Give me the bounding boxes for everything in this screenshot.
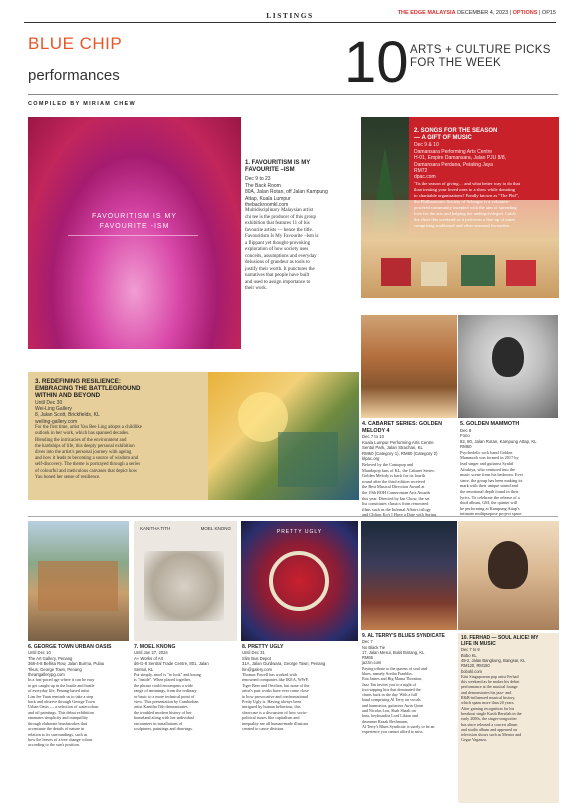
- entry-6-title-1: 6. GEORGE TOWN URBAN OASIS: [28, 644, 112, 650]
- entry-1-body-3: favourite artists — hence the title.: [245, 227, 314, 233]
- entry-5-meta-3: RM60: [460, 444, 472, 450]
- entry-8-meta-0: Until Dec 31: [242, 650, 265, 656]
- entry-4-meta-1: Kuala Lumpur Performing Arts Centre: [362, 439, 434, 445]
- entry-2-meta-5: dpac.com: [414, 174, 436, 181]
- entry-2-body-7: comprising traditional and other seasonal favourites.: [414, 222, 511, 228]
- entry-5-body-8: lyrics. To celebrate the release of a: [460, 494, 520, 500]
- entry-3-body-6: self-discovery. The theme is portrayed through a series: [35, 462, 141, 468]
- artwork-caption-1: FAVOURITISM IS MY: [92, 213, 177, 220]
- page-folio: THE EDGE MALAYSIA DECEMBER 4, 2023 | OPTIONS | OP15: [397, 10, 556, 16]
- entry-7: [134, 644, 238, 732]
- entry-7-body-9: encounters in installations of: [134, 720, 183, 726]
- entry-10-body-2: performance at the musical lounge: [461, 684, 518, 690]
- entry-2-body-3: the Philharmonic Society of Selangor is a volunteer-: [414, 198, 511, 204]
- entry-4-meta-0: Dec 7 to 10: [362, 434, 384, 439]
- entry-9-body-8: and Nicolas Lou, Shah Shazli on: [362, 708, 416, 714]
- entry-5-body-9: third album, GM, the quintet will: [460, 500, 518, 506]
- entry-1-body-12: their work.: [245, 286, 267, 292]
- ferhad-portrait-image: [458, 521, 559, 630]
- entry-10-title-2: LIFE IN MUSIC: [461, 641, 496, 648]
- entry-6-body-7: emanates simplicity and tranquillity: [28, 715, 89, 721]
- portrait-figure: [488, 541, 528, 589]
- entry-6-meta-0: Until Dec 10: [28, 650, 51, 656]
- entry-10-meta-3: RM120, RM150: [461, 663, 490, 669]
- blue-chip-title: BLUE CHIP: [28, 34, 123, 53]
- entry-5-body-5: since, the group has been making its: [460, 477, 523, 483]
- entry-5-body-6: mark with their unique sound and: [460, 483, 518, 489]
- entry-5-body-1: Mammoth was formed in 2017 by: [460, 455, 519, 461]
- entry-2-meta-1: Damansara Performing Arts Centre: [414, 148, 493, 155]
- entry-2-meta-3: Damansara Perdana, Petaling Jaya: [414, 161, 493, 168]
- entry-9-body-10: drummer Razak Bechmann,: [362, 718, 408, 724]
- entry-9-meta-1: No Black Tie: [362, 644, 385, 650]
- entry-1-body-1: chi tee is the producer of this group: [245, 214, 316, 220]
- entry-10-body-5: which spans more than 20 years.: [461, 700, 515, 706]
- entry-9-title-1: 9. AL TERRY'S BLUES SYNDICATE: [362, 633, 445, 639]
- entry-6-body-6: and oil paintings. This debut exhibition: [28, 709, 94, 715]
- entry-3-body-2: Blending the intricacies of the environment and: [35, 437, 127, 443]
- entry-5-body-3: Afrakiya, who ventured into the: [460, 466, 516, 472]
- entry-7-meta-3: Sentul, KL: [134, 666, 154, 672]
- entry-2-body-5: love for the arts and helping the underprivileged. Catch: [414, 210, 516, 216]
- entry-3-meta-3: weiling-gallery.com: [35, 418, 78, 425]
- performer-silhouette: [492, 337, 524, 377]
- entry-7-body-5: view. This presentation by Cambodian: [134, 699, 199, 705]
- entry-1-title-1: 1. FAVOURITISM IS MY: [245, 160, 311, 166]
- entry-9-body-7: and harmonica, guitarists Awin Qorni: [362, 702, 424, 708]
- entry-7-body-6: artist Kanitha Tith demonstrates: [134, 704, 188, 710]
- entry-4-body-8: films such as the Infernal Affairs trilogy: [362, 506, 431, 512]
- entry-3-meta-2: 8, Jalan Scott, Brickfields, KL: [35, 412, 100, 419]
- issue-date: DECEMBER 4, 2023: [457, 10, 509, 16]
- entry-1-meta-3: Attap, Kuala Lumpur: [245, 195, 291, 202]
- entry-6-meta-3: Tikus, George Town, Penang: [28, 666, 82, 672]
- entry-6-meta-4: theartgallerypg.com: [28, 672, 65, 678]
- publication-name: THE EDGE MALAYSIA: [397, 10, 456, 16]
- entry-1-meta-0: Dec 9 to 23: [245, 176, 271, 183]
- entry-10-body-6: After gaining recognition for his: [461, 705, 515, 711]
- entry-7-body-1: is "inside". When placed together,: [134, 677, 191, 683]
- entry-5-title-1: 5. GOLDEN MAMMOTH: [460, 421, 520, 427]
- entry-8-body-7: showcase is a discussion of how socio-: [242, 709, 308, 715]
- entry-4-body-1: Mandopop fans of KL, the Cabaret Series:: [362, 467, 435, 473]
- entry-2-body-1: than treating your loved ones to a show while donating: [414, 186, 515, 192]
- entry-9-body-1: blues, namely Aretha Franklin,: [362, 670, 413, 676]
- entry-6-meta-2: 368-4-8 Bellisa Row, Jalan Burma, Pulau: [28, 661, 105, 667]
- entry-5: [460, 421, 559, 517]
- entry-10-body-1: this weekend as he makes his debut: [461, 679, 520, 685]
- entry-4-title-2: MELODY 4: [362, 427, 390, 434]
- entry-4-body-2: Golden Melody is back for its fourth: [362, 473, 426, 479]
- entry-9-body-2: Etta James and Big Mama Thornton,: [362, 676, 423, 682]
- entry-3-title-1: 3. REDEFINING RESILIENCE:: [35, 378, 121, 385]
- entry-3-body-0: For the first time, artist Yau Bee Ling adopts a childlike: [35, 425, 142, 431]
- entry-2-body-0: 'Tis the season of giving… and what better way to do that: [414, 180, 520, 186]
- entry-10-body-7: breakout single Kasih Bersilah in the: [461, 710, 522, 716]
- painting-house: [38, 561, 118, 611]
- entry-6-body-1: to get caught up in the hustle and bustle: [28, 682, 95, 688]
- entry-4-body-9: and Clifton Ko's I Have a Date with Spring.: [362, 512, 438, 518]
- entry-6-body-3: Lim Jee Yuan reminds us to take a step: [28, 693, 94, 699]
- entry-8: [242, 644, 358, 732]
- entry-9-meta-2: 17, Jalan Mesui, Bukit Bintang, KL: [362, 649, 425, 655]
- favouritism-artwork-image: [28, 117, 241, 349]
- entry-10-body-12: Gegar Vaganza.: [461, 737, 487, 743]
- entry-1-meta-2: 80A, Jalan Rotan, off Jalan Kampung: [245, 189, 328, 196]
- entry-3-body-8: Yau honed her sense of resilience.: [35, 474, 101, 480]
- entry-6-body-4: back and observe through George Town: [28, 699, 95, 705]
- entry-6-body-8: through elaborate brushstrokes that: [28, 720, 87, 726]
- entry-1-body-7: conceits, assumptions and everyday: [245, 253, 317, 259]
- gift-box-1: [381, 258, 411, 286]
- entry-1-body-6: exploration of how society uses: [245, 247, 309, 253]
- entry-1-title-2: FAVOURITE –ISM: [245, 167, 295, 174]
- golden-mammoth-image: [458, 315, 558, 418]
- entry-9-body-5: charts back in the day. With a full: [362, 692, 417, 698]
- entry-10-body-3: and demonstrates his jazz- and: [461, 689, 512, 695]
- entry-5-body-2: lead singer and guitarist Syahil: [460, 461, 514, 467]
- entry-2-body-4: powered community incepted with the aim of spreading: [414, 204, 517, 210]
- entry-6-body-11: how the leaves of a tree change colour: [28, 736, 93, 742]
- entry-3-body-4: dives into the artist's personal journey with ageing: [35, 450, 132, 456]
- entry-5-meta-0: Dec 8: [460, 427, 472, 433]
- blues-syndicate-image: [361, 521, 457, 630]
- entry-1-body-8: delusions of grandeur as tools to: [245, 260, 310, 266]
- entry-3-title-2: EMBRACING THE BATTLEGROUND: [35, 385, 141, 393]
- entry-9-body-9: bass, keyboardist Lord Liktan and: [362, 713, 418, 719]
- poster-artist-label: KANITHA TITH: [140, 526, 171, 531]
- entry-6-body-10: relation to its surroundings, such as: [28, 731, 88, 737]
- entry-7-meta-1: A+ Works of Art: [134, 655, 164, 661]
- entry-5-body-4: music scene from his bedroom. Ever: [460, 472, 524, 478]
- entry-8-meta-2: 31A, Jalan Gurdwara, George Town, Penang: [242, 661, 326, 667]
- entry-3-meta-1: Wei-Ling Gallery: [35, 406, 72, 413]
- entry-3-body-3: the hardships of life, this deeply personal exhibition: [35, 443, 135, 449]
- entry-2-title-2: — A GIFT OF MUSIC: [414, 135, 472, 142]
- entry-9-body-12: experience you cannot afford to miss.: [362, 729, 424, 735]
- entry-4-body-6: this year. Directed by Ian Chow, the set: [362, 495, 430, 501]
- gift-box-3: [461, 255, 495, 286]
- entry-9-body-3: Jazz Tan invites you to a night of: [362, 681, 417, 687]
- entry-9-meta-3: RM65: [362, 655, 373, 661]
- entry-4-body-0: Beloved by the Cantopop and: [362, 461, 414, 467]
- artwork-label: PRETTY UGLY: [276, 529, 323, 535]
- page-number: OP15: [541, 10, 556, 16]
- entry-1-body-2: exhibition that features 11 of his: [245, 221, 310, 227]
- entry-2-body-2: to charitable organisations? Fondly known as "The Phil",: [414, 192, 519, 198]
- entry-8-meta-3: hin@galery.com: [242, 666, 273, 672]
- entry-9-meta-4: jazzin.com: [362, 660, 382, 666]
- entry-5-body-7: the emotional depth found in their: [460, 489, 519, 495]
- entry-1-body-0: Multidisciplinary Malaysian artist: [245, 208, 314, 214]
- row-divider: [28, 516, 558, 517]
- performances-title: performances: [28, 67, 120, 84]
- entry-4-title-1: 4. CABARET SERIES: GOLDEN: [362, 421, 442, 427]
- entry-7-body-10: sculptures, paintings and drawings.: [134, 726, 193, 732]
- poster-artwork: [144, 551, 224, 621]
- entry-6-meta-1: The Art Gallery, Penang: [28, 655, 73, 661]
- entry-2: [414, 128, 557, 229]
- artwork-names-band: [68, 235, 198, 275]
- entry-1-body-4: Favouritism Is My Favourite –Ism is: [245, 234, 319, 240]
- entry-2-title-1: 2. SONGS FOR THE SEASON: [414, 128, 498, 134]
- entry-7-meta-2: d6-G-8 Sentral Trade Centre, 801, Jalan: [134, 661, 209, 667]
- entry-3: [35, 378, 207, 481]
- entry-2-meta-0: Dec 9 & 10: [414, 142, 439, 149]
- gift-box-2: [421, 262, 447, 286]
- entry-10-title-1: 10. FERHAD — SOUL ALICE! MY: [461, 635, 539, 641]
- entry-9-body-11: Al Terry's Blues Syndicate is surely to be an: [362, 723, 435, 729]
- poster-title-label: MOEL KNONG: [200, 526, 231, 531]
- entry-5-meta-2: 82, 80, Jalan Rotan, Kampung Attap, KL: [460, 438, 537, 444]
- entry-8-body-5: Pretty Ugly is. Having always been: [242, 699, 302, 705]
- entry-10-meta-2: 49-2, Jalan Bangkung, Bangsar, KL: [461, 658, 526, 663]
- entry-4-meta-2: Sentul Park, Jalan Strachan, KL: [362, 445, 423, 451]
- moel-knong-poster-image: [134, 521, 237, 641]
- entry-3-body-5: and how it leads to becoming a source of wisdom and: [35, 456, 139, 462]
- entry-8-body-1: renowned companies like IKEA, WWF,: [242, 677, 309, 683]
- entry-9: [362, 633, 457, 735]
- entry-2-body-6: the choir this weekend as it performs a line-up of tunes: [414, 216, 516, 222]
- artwork-caption-2: FAVOURITE -ISM: [99, 223, 170, 230]
- entry-8-title-1: 8. PRETTY UGLY: [242, 644, 284, 650]
- entry-10-body-4: R&B-influenced musical history,: [461, 695, 516, 701]
- picks-line-1: ARTS + CULTURE PICKS: [410, 44, 551, 56]
- entry-4-meta-3: RM60 (Category 1), RM80 (Category 2): [362, 450, 438, 456]
- title-rule: [28, 94, 558, 95]
- entry-8-body-8: political issues like capitalism and: [242, 715, 300, 721]
- entry-7-body-3: range of meanings, from the ordinary: [134, 688, 197, 694]
- artwork-ring: [269, 551, 329, 611]
- entry-5-body-11: intimate multipurpose project space.: [460, 511, 523, 517]
- entry-10-meta-0: Dec 7 to 9: [461, 647, 480, 653]
- entry-1-body-9: justify their worth. It punctures the: [245, 266, 315, 272]
- entry-5-body-0: Psychedelic rock band Golden: [460, 449, 513, 455]
- entry-7-body-4: or basic to a more technical point of: [134, 693, 195, 699]
- entry-2-meta-2: H-01, Empire Damansara, Jalan PJU 8/8,: [414, 155, 506, 162]
- entry-6-body-2: of everyday life, Penang-based artist: [28, 688, 90, 694]
- section-code: OPTIONS: [512, 10, 538, 16]
- entry-9-body-6: band comprising Al Terry on vocals: [362, 697, 421, 703]
- entry-1: [245, 160, 355, 293]
- entry-4-meta-4: klpac.org: [362, 456, 380, 462]
- entry-8-body-4: to how provocative and confrontational: [242, 693, 309, 699]
- entry-7-body-0: Put simply, moel is "to look" and knong: [134, 672, 201, 678]
- entry-10-body-9: has since released a concert album: [461, 721, 518, 727]
- entry-10: [458, 633, 559, 803]
- entry-7-body-2: the phrase could encompass a wide: [134, 682, 193, 688]
- entry-4-body-3: round after the third edition received: [362, 478, 426, 484]
- entry-6: [28, 644, 130, 748]
- entry-6-body-0: In a fast-paced age where it can be easy: [28, 677, 95, 683]
- artwork-block: [278, 432, 338, 487]
- entry-8-body-6: intrigued by human behaviour, this: [242, 704, 301, 710]
- entry-5-meta-1: Fono: [460, 433, 470, 439]
- entry-8-body-3: artist's past works have ever come close: [242, 688, 309, 694]
- entry-4-body-4: the Best Musical Direction Award at: [362, 484, 425, 490]
- entry-3-body-7: of colourful and meticulous canvases that depict how: [35, 468, 138, 474]
- entry-8-body-2: Tiger Beer and Ortelion, but none of the: [242, 682, 310, 688]
- entry-3-body-1: outlook in her work, which has spanned decades.: [35, 431, 130, 437]
- entry-8-body-0: Thomas Powell has worked with: [242, 672, 297, 678]
- entry-6-body-5: Urban Oasis — a selection of watercolour: [28, 704, 99, 710]
- entry-8-body-10: created to cause division.: [242, 726, 285, 732]
- entry-8-body-9: inequality are all human-made illusions: [242, 720, 309, 726]
- pretty-ugly-artwork-image: [241, 521, 358, 641]
- entry-7-body-8: homeland along with her individual: [134, 715, 194, 721]
- george-town-painting-image: [28, 521, 129, 641]
- entry-10-body-10: and studio album and appeared on: [461, 726, 518, 732]
- resilience-artwork-image: [208, 372, 359, 500]
- gift-box-4: [506, 260, 536, 286]
- byline: COMPILED BY MIRIAM CHEW: [28, 101, 137, 107]
- entry-1-meta-1: The Back Room: [245, 182, 281, 189]
- entry-1-body-11: and used to assign importance to: [245, 279, 311, 285]
- entry-1-body-10: narratives that people have built: [245, 273, 310, 279]
- entry-10-meta-1: Bobo KL: [461, 652, 477, 658]
- entry-9-meta-0: Dec 7: [362, 639, 373, 645]
- entry-10-meta-4: bobokl.com: [461, 668, 482, 674]
- entry-4-body-7: list constitutes classics from renowned: [362, 501, 429, 507]
- entry-6-body-12: according to the sun's position.: [28, 742, 80, 748]
- entry-3-title-3: WITHIN AND BEYOND: [35, 392, 101, 400]
- entry-3-meta-0: Until Dec 30: [35, 399, 63, 406]
- entry-10-body-11: television shows such as Mentor and: [461, 732, 522, 738]
- entry-7-title-1: 7. MOEL KNONG: [134, 644, 176, 650]
- entry-4: [362, 421, 457, 518]
- entry-10-body-8: early 2000s, the singer-songwriter: [461, 716, 517, 722]
- header-rule: [24, 22, 556, 23]
- entry-8-meta-1: Slim Bus Depot: [242, 655, 271, 661]
- entry-1-body-5: a flippant yet thought-provoking: [245, 240, 311, 246]
- entry-9-body-4: foot-tapping hits that dominated the: [362, 686, 421, 692]
- entry-6-body-9: accentuate the details of nature in: [28, 726, 85, 732]
- section-label: LISTINGS: [266, 11, 314, 20]
- entry-7-body-7: the troubled modern history of her: [134, 709, 192, 715]
- entry-9-body-0: Paying tribute to the queens of soul and: [362, 665, 427, 671]
- cabaret-image: [361, 315, 457, 418]
- entry-2-meta-4: RM72: [414, 168, 428, 175]
- picks-line-2: FOR THE WEEK: [410, 57, 501, 69]
- entry-1-meta-4: thebackroomkl.com: [245, 202, 289, 209]
- entry-5-body-10: be performing at Kampung Attap's: [460, 505, 520, 511]
- entry-7-meta-0: Until Jan 27, 2024: [134, 650, 168, 656]
- big-number: 10: [344, 30, 409, 95]
- entry-4-body-5: the 19th BOH Cameronian Arts Awards: [362, 489, 431, 495]
- entry-10-body-0: Kini Singaporean pop artist Ferhad: [461, 673, 519, 679]
